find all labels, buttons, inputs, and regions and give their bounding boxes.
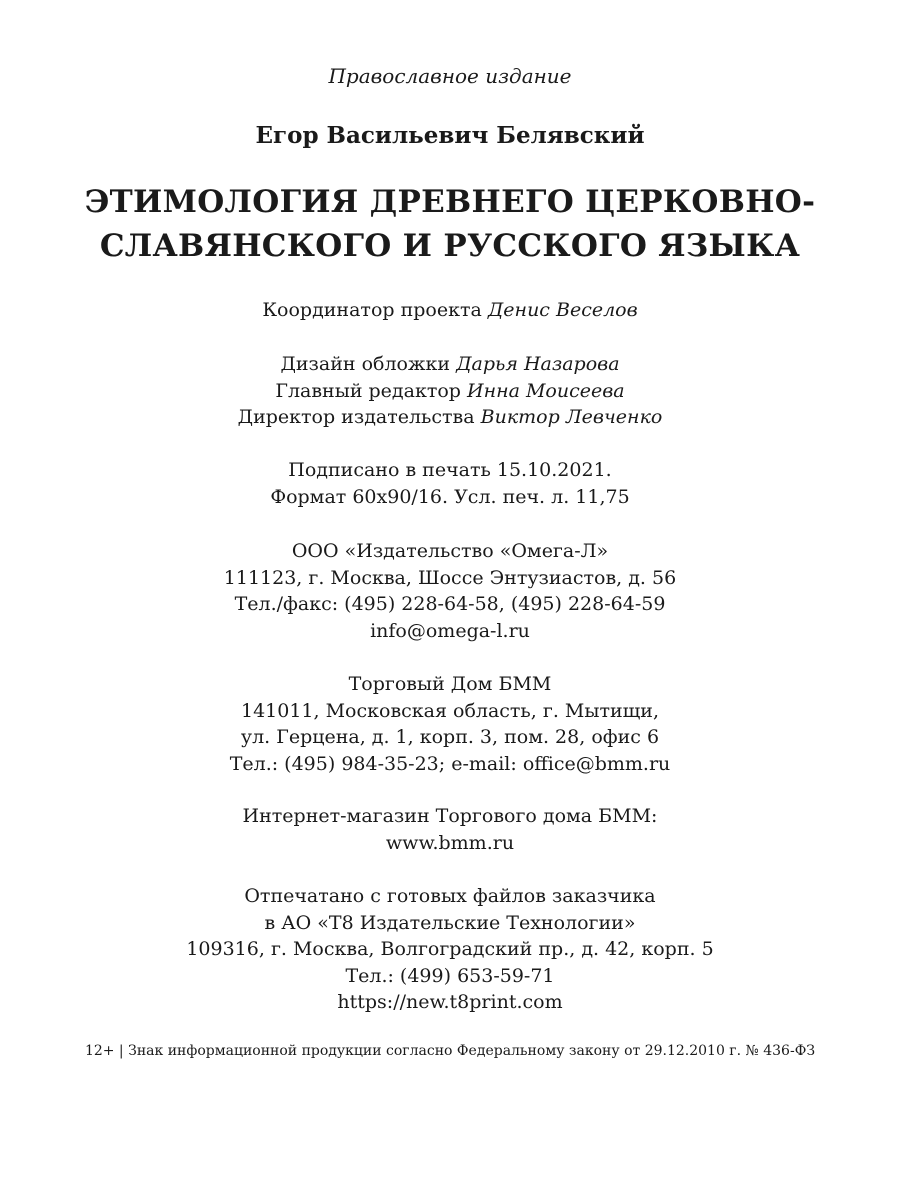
staff-name: Дарья Назарова: [456, 353, 620, 375]
online-shop-block: [40, 803, 860, 856]
age-rating-footer: 12+ | Знак информационной продукции согласно Федеральному закону от 29.12.2010 г. № 436-ФЗ: [84, 1043, 816, 1059]
trade-house-address-2: ул. Герцена, д. 1, корп. 3, пом. 28, офис 6: [240, 726, 660, 748]
online-shop-label: Интернет-магазин Торгового дома БММ:: [242, 805, 658, 827]
printer-block: [40, 883, 860, 1016]
print-info-block: [40, 457, 860, 510]
trade-house-name: Торговый Дом БММ: [348, 673, 552, 695]
printer-line-1: Отпечатано с готовых файлов заказчика: [244, 885, 656, 907]
publisher-address: 111123, г. Москва, Шоссе Энтузиастов, д. 56: [223, 566, 677, 589]
signed-date: Подписано в печать 15.10.2021.: [288, 459, 612, 481]
book-title-line-1: ЭТИМОЛОГИЯ ДРЕВНЕГО ЦЕРКОВНО-: [84, 184, 816, 220]
book-title-line-2: СЛАВЯНСКОГО И РУССКОГО ЯЗЫКА: [99, 228, 801, 264]
staff-block: [40, 351, 860, 431]
coordinator-name: Денис Веселов: [487, 299, 638, 321]
staff-line: [40, 404, 860, 431]
trade-house-address-1: 141011, Московская область, г. Мытищи,: [240, 699, 660, 722]
coordinator-role: Координатор проекта: [262, 299, 482, 321]
author-name: Егор Васильевич Белявский: [255, 122, 645, 149]
coordinator-block: [40, 297, 860, 324]
trade-house-contacts: Тел.: (495) 984-35-23; e-mail: office@bmm.ru: [229, 752, 671, 775]
staff-name: Виктор Левченко: [480, 406, 663, 428]
printer-phone: Тел.: (499) 653-59-71: [345, 964, 555, 987]
book-title: [60, 180, 840, 268]
staff-line: [40, 378, 860, 405]
staff-role: Дизайн обложки: [280, 353, 451, 375]
publisher-block: [40, 538, 860, 644]
print-format: Формат 60х90/16. Усл. печ. л. 11,75: [270, 485, 630, 508]
printer-url: https://new.t8print.com: [337, 991, 563, 1013]
staff-role: Директор издательства: [237, 406, 475, 428]
publisher-name: ООО «Издательство «Омега-Л»: [291, 540, 609, 562]
printer-line-2: в АО «Т8 Издательские Технологии»: [264, 911, 636, 934]
printer-address: 109316, г. Москва, Волгоградский пр., д. 42, корп. 5: [186, 938, 714, 960]
online-shop-url: www.bmm.ru: [385, 831, 515, 854]
coordinator-line: [40, 297, 860, 324]
staff-line: [40, 351, 860, 378]
staff-role: Главный редактор: [275, 379, 461, 402]
publisher-phone: Тел./факс: (495) 228-64-58, (495) 228-64-59: [234, 593, 666, 615]
publisher-email: info@omega-l.ru: [370, 619, 530, 642]
trade-house-block: [40, 671, 860, 777]
staff-name: Инна Моисеева: [467, 379, 625, 402]
edition-label: Православное издание: [328, 64, 572, 88]
